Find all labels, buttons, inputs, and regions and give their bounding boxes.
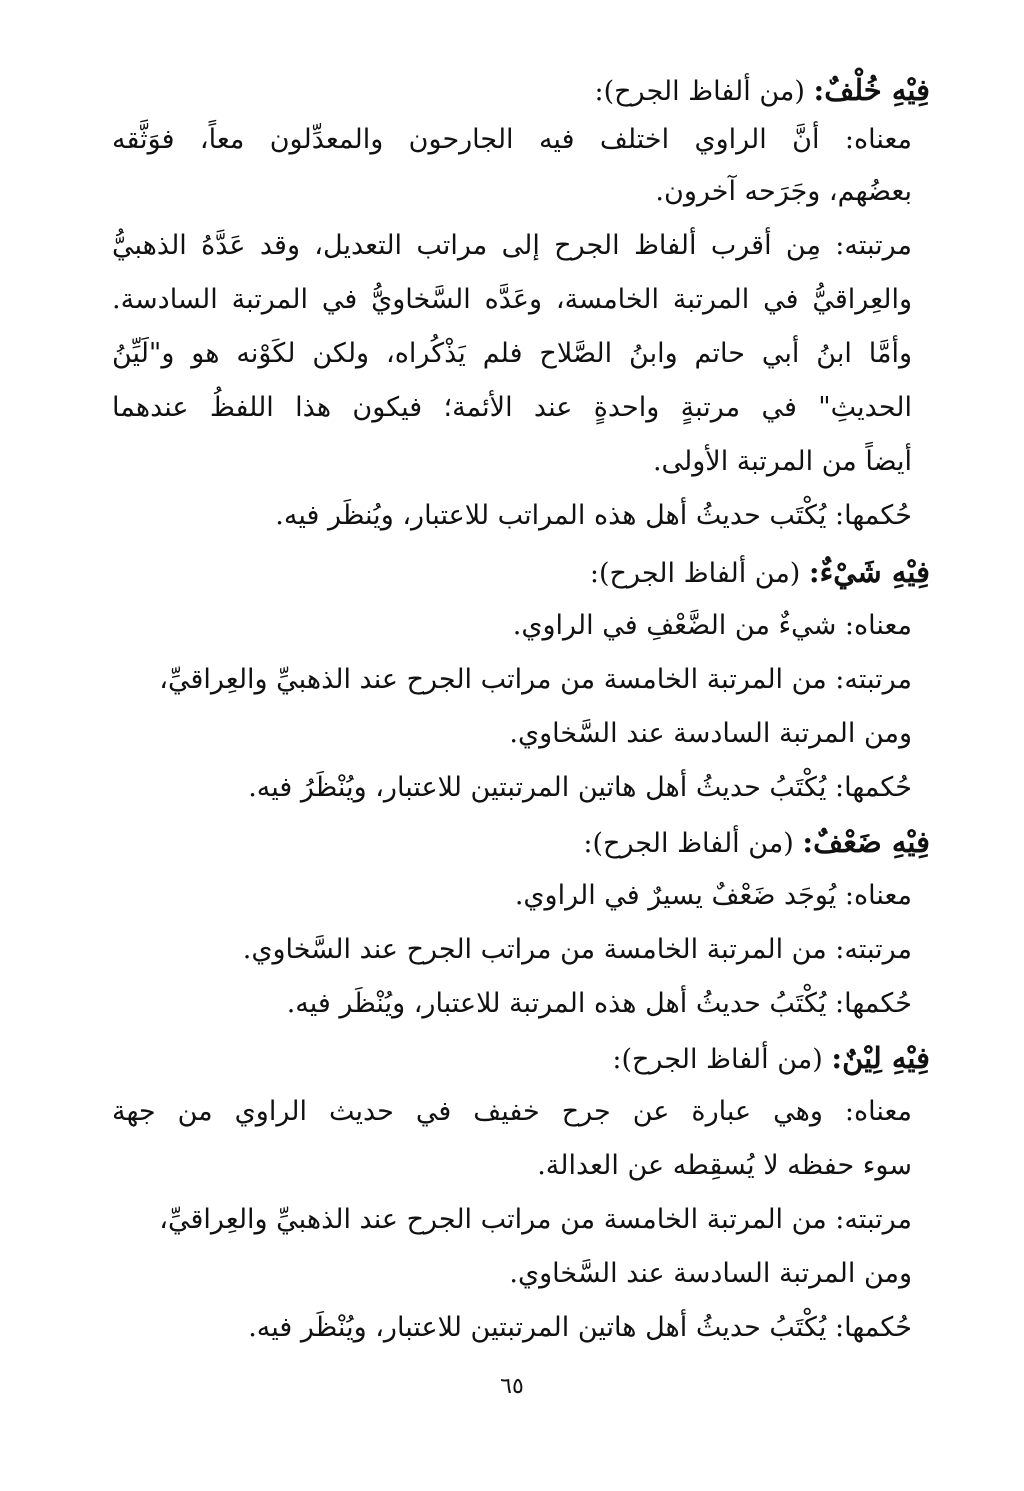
entry-term: فِيْهِ شَيْءٌ: [808, 555, 930, 589]
entry-term: فِيْهِ ضَعْفٌ: [802, 825, 930, 859]
page-number: ٦٥ [500, 1374, 524, 1399]
entry-heading-lin [100, 1036, 930, 1082]
paragraph-line: معناه: أنَّ الراوي اختلف فيه الجارحون والمعدِّلون معاً، فوَثَّقه [112, 124, 912, 155]
paragraph-line: ومن المرتبة السادسة عند السَّخاوي. [509, 718, 912, 749]
entry-term: فِيْهِ لِيْنٌ: [831, 1041, 930, 1075]
paragraph-line: سوء حفظه لا يُسقِطه عن العدالة. [537, 1150, 912, 1181]
entry-heading-shay [100, 550, 930, 596]
paragraph-line: والعِراقيُّ في المرتبة الخامسة، وعَدَّه السَّخاويُّ في المرتبة السادسة. [112, 284, 912, 315]
paragraph-line: مرتبته: من المرتبة الخامسة من مراتب الجرح عند السَّخاوي. [242, 934, 912, 965]
entry-heading-khulf [100, 68, 930, 114]
paragraph-line: حُكمها: يُكْتَبُ حديثُ أهل هاتين المرتبتين للاعتبار، ويُنْظَر فيه. [248, 1312, 912, 1343]
paragraph-line: معناه: يُوجَد ضَعْفٌ يسيرٌ في الراوي. [514, 880, 912, 911]
entry-category: (من ألفاظ الجرح): [583, 828, 803, 859]
entry-term: فِيْهِ خُلْفٌ: [813, 73, 930, 107]
paragraph-line: معناه: وهي عبارة عن جرح خفيف في حديث الراوي من جهة [112, 1096, 912, 1127]
paragraph-line: أيضاً من المرتبة الأولى. [652, 446, 912, 477]
entry-category: (من ألفاظ الجرح): [594, 76, 814, 107]
paragraph-line: وأمَّا ابنُ أبي حاتم وابنُ الصَّلاح فلم يَذْكُراه، ولكن لكَوْنه هو و"لَيِّنُ [112, 338, 912, 369]
paragraph-line: مرتبته: من المرتبة الخامسة من مراتب الجرح عند الذهبيِّ والعِراقيِّ، [159, 664, 912, 695]
paragraph-line: معناه: شيءٌ من الضَّعْفِ في الراوي. [512, 610, 912, 641]
paragraph-line: مرتبته: مِن أقرب ألفاظ الجرح إلى مراتب التعديل، وقد عَدَّهُ الذهبيُّ [112, 230, 912, 261]
paragraph-line: حُكمها: يُكْتَب حديثُ أهل هذه المراتب للاعتبار، ويُنظَر فيه. [275, 500, 912, 531]
paragraph-line: بعضُهم، وجَرَحه آخرون. [655, 176, 912, 207]
paragraph-line: حُكمها: يُكْتَبُ حديثُ أهل هذه المرتبة للاعتبار، ويُنْظَر فيه. [286, 988, 912, 1019]
entry-category: (من ألفاظ الجرح): [612, 1044, 832, 1075]
entry-category: (من ألفاظ الجرح): [589, 558, 809, 589]
paragraph-line: الحديثِ" في مرتبةٍ واحدةٍ عند الأئمة؛ فيكون هذا اللفظُ عندهما [112, 392, 912, 423]
paragraph-line: حُكمها: يُكْتَبُ حديثُ أهل هاتين المرتبتين للاعتبار، ويُنْظَرُ فيه. [248, 772, 912, 803]
paragraph-line: مرتبته: من المرتبة الخامسة من مراتب الجرح عند الذهبيِّ والعِراقيِّ، [159, 1204, 912, 1235]
entry-heading-daf [100, 820, 930, 866]
paragraph-line: ومن المرتبة السادسة عند السَّخاوي. [509, 1258, 912, 1289]
